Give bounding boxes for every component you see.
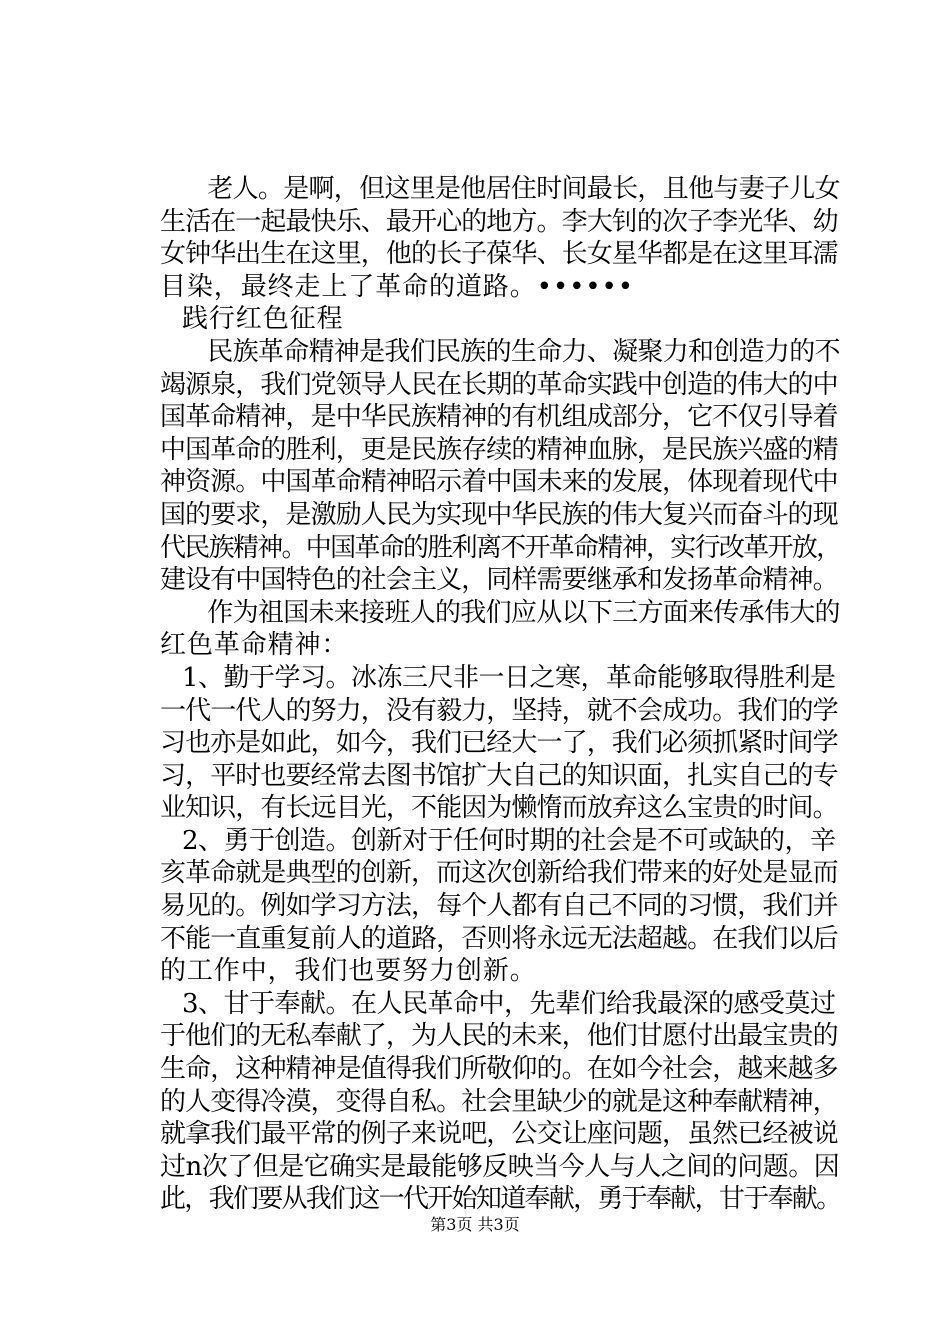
text-line: 生活在一起最快乐、最开心的地方。李大钊的次子李光华、幼 xyxy=(160,206,838,237)
text-line: 业知识，有长远目光，不能因为懒惰而放弃这么宝贵的时间。 xyxy=(160,793,838,824)
text-line: 民族革命精神是我们民族的生命力、凝聚力和创造力的不 xyxy=(182,336,840,367)
page-footer: 第3页 共3页 xyxy=(430,1215,520,1234)
text-line: 女钟华出生在这里，他的长子葆华、长女星华都是在这里耳濡 xyxy=(160,239,838,270)
text-line: 作为祖国未来接班人的我们应从以下三方面来传承伟大的 xyxy=(182,597,840,628)
text-line: 践行红色征程 xyxy=(182,304,344,335)
text-line: 1、勤于学习。冰冻三尺非一日之寒，革命能够取得胜利是 xyxy=(182,662,836,693)
text-line: 目染，最终走上了革命的道路。•••••• xyxy=(160,271,635,302)
text-line: 2、勇于创造。创新对于任何时期的社会是不可或缺的，辛 xyxy=(182,825,836,856)
text-line: 老人。是啊，但这里是他居住时间最长，且他与妻子儿女 xyxy=(182,174,840,204)
text-line: 过n次了但是它确实是最能够反映当今人与人之间的问题。因 xyxy=(160,1151,840,1182)
text-line: 就拿我们最平常的例子来说吧，公交让座问题，虽然已经被说 xyxy=(160,1119,838,1150)
text-line: 国的要求，是激励人民为实现中华民族的伟大复兴而奋斗的现 xyxy=(160,499,838,530)
text-line: 习，平时也要经常去图书馆扩大自己的知识面，扎实自己的专 xyxy=(160,760,838,791)
text-line: 不能一直重复前人的道路，否则将永远无法超越。在我们以后 xyxy=(160,923,838,954)
text-line: 中国革命的胜利，更是民族存续的精神血脉，是民族兴盛的精 xyxy=(160,434,838,465)
text-line: 于他们的无私奉献了，为人民的未来，他们甘愿付出最宝贵的 xyxy=(160,1021,838,1052)
document-body xyxy=(160,173,840,1216)
text-line: 亥革命就是典型的创新，而这次创新给我们带来的好处是显而 xyxy=(160,858,838,889)
text-line: 建设有中国特色的社会主义，同样需要继承和发扬革命精神。 xyxy=(160,565,838,596)
text-line: 红色革命精神： xyxy=(160,630,349,661)
text-line: 的人变得冷漠，变得自私。社会里缺少的就是这种奉献精神， xyxy=(160,1086,838,1117)
text-line: 一代一代人的努力，没有毅力，坚持，就不会成功。我们的学 xyxy=(160,695,838,726)
text-line: 竭源泉，我们党领导人民在长期的革命实践中创造的伟大的中 xyxy=(160,369,838,400)
text-line: 神资源。中国革命精神昭示着中国未来的发展，体现着现代中 xyxy=(160,467,838,498)
text-line: 3、甘于奉献。在人民革命中，先辈们给我最深的感受莫过 xyxy=(182,988,836,1019)
text-line: 此，我们要从我们这一代开始知道奉献，勇于奉献，甘于奉献。 xyxy=(160,1184,841,1215)
text-line: 习也亦是如此，如今，我们已经大一了，我们必须抓紧时间学 xyxy=(160,728,838,759)
text-line: 国革命精神，是中华民族精神的有机组成部分，它不仅引导着 xyxy=(160,402,838,433)
text-line: 易见的。例如学习方法，每个人都有自己不同的习惯，我们并 xyxy=(160,891,838,922)
text-line: 生命，这种精神是值得我们所敬仰的。在如今社会，越来越多 xyxy=(160,1054,838,1085)
text-line: 代民族精神。中国革命的胜利离不开革命精神，实行改革开放， xyxy=(160,532,841,563)
text-line: 的工作中，我们也要努力创新。 xyxy=(160,956,537,987)
